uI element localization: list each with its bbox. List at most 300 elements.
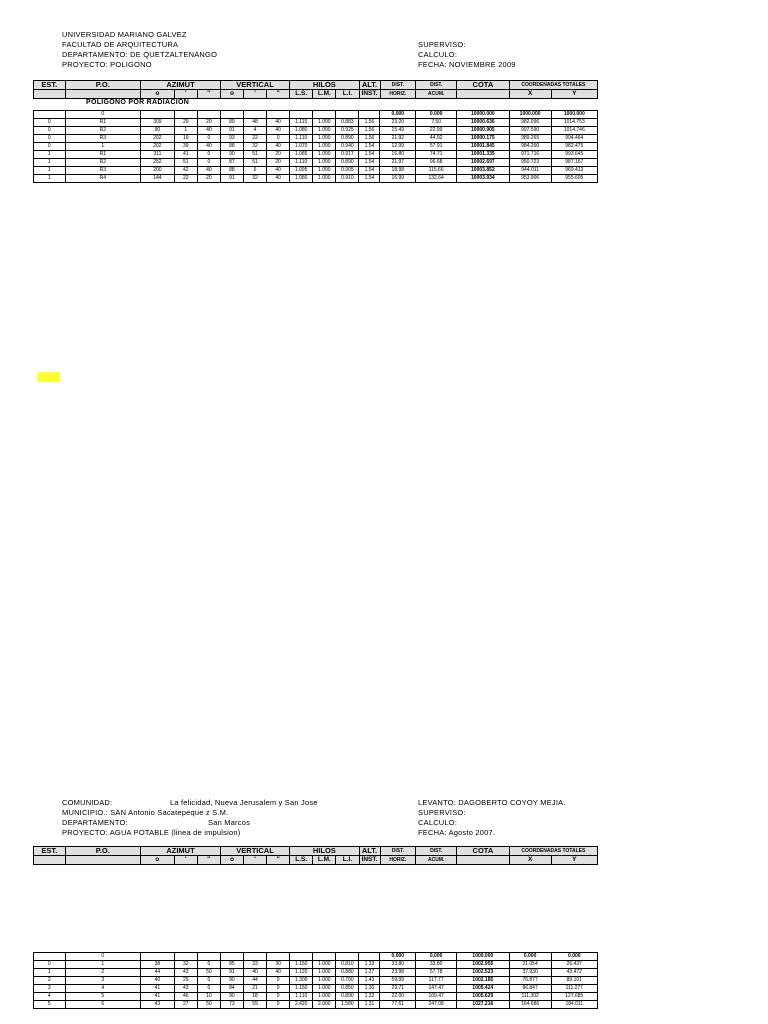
cell-dist-horiz: 12.99 xyxy=(380,143,416,151)
cell-v-sec: 0 xyxy=(267,1001,290,1009)
v-deg: o xyxy=(220,856,243,865)
date-line: FECHA: NOVIEMBRE 2009 xyxy=(418,60,516,69)
cell-y: 111.277 xyxy=(551,985,597,993)
dist-horiz: HORIZ. xyxy=(380,90,416,99)
cell-po: 2 xyxy=(65,969,141,977)
cell-est: 0 xyxy=(34,127,66,135)
cell-lm: 1.000 xyxy=(313,167,336,175)
cell-v-sec: 20 xyxy=(267,159,290,167)
hilo-ls: L.S. xyxy=(290,856,313,865)
cell-v-sec: 40 xyxy=(267,167,290,175)
az-min: ' xyxy=(174,90,197,99)
cell-az-deg: 44 xyxy=(141,969,175,977)
cell-az-min: 43 xyxy=(174,985,197,993)
cell-x: 111.302 xyxy=(509,993,551,1001)
table-row xyxy=(34,143,598,151)
cell-v-min: 32 xyxy=(243,175,266,183)
cell-v-deg: 90 xyxy=(220,151,243,159)
table-row xyxy=(34,159,598,167)
cell-az-min: 29 xyxy=(174,977,197,985)
cell-az-sec: 0 xyxy=(197,151,220,159)
cell-est: 5 xyxy=(34,1001,66,1009)
cell-az-min: 29 xyxy=(174,119,197,127)
cell-cota: 10000.636 xyxy=(457,119,510,127)
cell-az-min: 22 xyxy=(174,175,197,183)
cell-az-deg: 41 xyxy=(141,985,175,993)
cell-ls: 1.115 xyxy=(290,119,313,127)
col-alt: ALT. xyxy=(359,847,380,856)
col-dist-horiz: DIST. xyxy=(380,81,416,90)
cota-sub xyxy=(457,856,510,865)
cell-po: 1 xyxy=(65,961,141,969)
cell-y: 1014.746 xyxy=(551,127,597,135)
alt-inst: INST. xyxy=(359,856,380,865)
cell-y: 43.472 xyxy=(551,969,597,977)
cell-lm: 1.000 xyxy=(313,969,336,977)
cell-po: 0 xyxy=(65,111,141,119)
cell-dist-horiz: 77.61 xyxy=(380,1001,416,1009)
cell-x: 21.054 xyxy=(509,961,551,969)
cell-li: 0.890 xyxy=(336,159,359,167)
cell-est xyxy=(34,111,66,119)
table-row xyxy=(34,969,598,977)
cell-az-sec: 50 xyxy=(197,1001,220,1009)
cell-x: 953.906 xyxy=(509,175,551,183)
cell-az-deg: 40 xyxy=(141,977,175,985)
cell-y: 993.645 xyxy=(551,151,597,159)
cell-az-min: 43 xyxy=(174,969,197,977)
col-vertical: VERTICAL xyxy=(220,81,289,90)
coord-y: Y xyxy=(551,856,597,865)
cell-v-sec: 0 xyxy=(267,135,290,143)
col-po: P.O. xyxy=(65,847,141,856)
col-hilos: HILOS xyxy=(290,847,359,856)
cell-po: 5 xyxy=(65,993,141,1001)
cell-po: 1 xyxy=(65,143,141,151)
cell-li: 0.890 xyxy=(336,993,359,1001)
table-row xyxy=(34,977,598,985)
cell-az-min: 42 xyxy=(174,167,197,175)
cell-po: 0 xyxy=(65,953,141,961)
cell-cota: 10000.905 xyxy=(457,127,510,135)
cell-az-deg: 38 xyxy=(141,961,175,969)
table-row xyxy=(34,135,598,143)
project-label: PROYECTO: AGUA POTABLE (linea de impulsion) xyxy=(62,828,241,837)
cell-cota: 1005.629 xyxy=(457,993,510,1001)
calculation-line: CALCULO: xyxy=(418,50,458,59)
table-row xyxy=(34,111,598,119)
coord-x: X xyxy=(509,856,551,865)
cell-ls: 2.420 xyxy=(290,1001,313,1009)
cell-dist-horiz: 23.20 xyxy=(380,119,416,127)
community-value: La felicidad, Nueva Jerusalem y San Jose xyxy=(170,798,318,807)
cota-sub xyxy=(457,90,510,99)
cell-inst: 1.54 xyxy=(359,175,380,183)
cell-cota: 10000.000 xyxy=(457,111,510,119)
cell-est: 0 xyxy=(34,143,66,151)
cell-x: 164.686 xyxy=(509,1001,551,1009)
cell-dist-horiz: 59.99 xyxy=(380,977,416,985)
cell-y: 1014.753 xyxy=(551,119,597,127)
cell-dist-horiz: 0.000 xyxy=(380,953,416,961)
doc2-header-left xyxy=(62,798,318,838)
cell-az-min xyxy=(174,953,197,961)
cell-ls: 1.085 xyxy=(290,151,313,159)
cell-dist-acum: 7.50 xyxy=(416,119,457,127)
cell-inst xyxy=(359,111,380,119)
cell-v-min: 51 xyxy=(243,159,266,167)
coord-y: Y xyxy=(551,90,597,99)
cell-dist-horiz: 33.80 xyxy=(380,961,416,969)
v-sec: '' xyxy=(267,90,290,99)
v-sec: '' xyxy=(267,856,290,865)
cell-y: 89.101 xyxy=(551,977,597,985)
cell-ls: 1.070 xyxy=(290,143,313,151)
cell-v-sec: 40 xyxy=(267,119,290,127)
cell-az-deg: 90 xyxy=(141,127,175,135)
cell-v-sec: 40 xyxy=(267,175,290,183)
cell-v-min: 44 xyxy=(243,977,266,985)
cell-po: R2 xyxy=(65,159,141,167)
cell-dist-horiz: 0.000 xyxy=(380,111,416,119)
cell-cota: 10001.845 xyxy=(457,143,510,151)
cell-az-min xyxy=(174,111,197,119)
cell-po: R2 xyxy=(65,127,141,135)
cell-cota: 10003.934 xyxy=(457,175,510,183)
supervisor-line: SUPERVISO: xyxy=(418,40,466,49)
cell-ls: 1.110 xyxy=(290,159,313,167)
cell-lm: 1.000 xyxy=(313,135,336,143)
cell-cota: 1002.523 xyxy=(457,969,510,977)
cell-dist-horiz: 16.99 xyxy=(380,175,416,183)
doc1-header-left xyxy=(62,30,217,70)
cell-az-min: 32 xyxy=(174,961,197,969)
cell-v-deg: 73 xyxy=(220,1001,243,1009)
table-row xyxy=(34,1001,598,1009)
cell-v-sec: 30 xyxy=(267,961,290,969)
cell-az-sec xyxy=(197,953,220,961)
cell-inst: 1.54 xyxy=(359,143,380,151)
cell-est: 1 xyxy=(34,159,66,167)
cell-cota: 1002.185 xyxy=(457,977,510,985)
cell-inst: 1.56 xyxy=(359,127,380,135)
table-row xyxy=(34,167,598,175)
az-sec: '' xyxy=(197,90,220,99)
cell-az-deg: 311 xyxy=(141,151,175,159)
cell-li: 0.905 xyxy=(336,167,359,175)
cell-az-min: 46 xyxy=(174,993,197,1001)
cell-dist-horiz: 16.80 xyxy=(380,151,416,159)
cell-li: 0.890 xyxy=(336,135,359,143)
cell-inst: 1.30 xyxy=(359,985,380,993)
cell-az-sec: 40 xyxy=(197,143,220,151)
hilo-li: L.I. xyxy=(336,90,359,99)
cell-az-deg: 43 xyxy=(141,1001,175,1009)
cell-inst: 1.27 xyxy=(359,969,380,977)
cell-po: 6 xyxy=(65,1001,141,1009)
cell-v-sec xyxy=(267,111,290,119)
cell-lm xyxy=(313,111,336,119)
cell-v-min: 48 xyxy=(243,119,266,127)
cell-az-sec: 50 xyxy=(197,969,220,977)
cell-az-deg: 202 xyxy=(141,135,175,143)
university-name: UNIVERSIDAD MARIANO GALVEZ xyxy=(62,30,187,39)
cell-inst: 1.43 xyxy=(359,977,380,985)
cell-cota: 1002.955 xyxy=(457,961,510,969)
cell-li: 0.910 xyxy=(336,175,359,183)
department-value: San Marcos xyxy=(208,818,251,827)
cell-az-sec: 0 xyxy=(197,961,220,969)
cell-v-min: 22 xyxy=(243,135,266,143)
cell-dist-acum: 74.71 xyxy=(416,151,457,159)
cell-inst xyxy=(359,953,380,961)
cell-ls: 1.300 xyxy=(290,977,313,985)
department-name: DEPARTAMENTO: DE QUETZALTENANGO xyxy=(62,50,218,59)
surveyor-line: LEVANTO: DAGOBERTO COYOY MEJIA. xyxy=(418,798,566,807)
section-label: POLIGONO POR RADIACION xyxy=(86,99,190,106)
cell-li: 0.917 xyxy=(336,151,359,159)
department-label: DEPARTAMENTO: xyxy=(62,818,128,827)
cell-cota: 10000.175 xyxy=(457,135,510,143)
cell-az-deg: 41 xyxy=(141,993,175,1001)
cell-y: 1000.000 xyxy=(551,111,597,119)
cell-v-sec: 40 xyxy=(267,969,290,977)
municipality-label: MUNICIPIO.: SAN Antonio Sacatepeque z S.M. xyxy=(62,808,229,817)
cell-est: 3 xyxy=(34,985,66,993)
cell-dist-acum: 96.68 xyxy=(416,159,457,167)
cell-est: 1 xyxy=(34,969,66,977)
project-name: PROYECTO: POLIGONO xyxy=(62,60,152,69)
cell-dist-acum: 57.91 xyxy=(416,143,457,151)
cell-v-deg: 88 xyxy=(220,167,243,175)
table-row xyxy=(34,953,598,961)
doc1-header-right xyxy=(418,40,516,70)
cell-inst: 1.31 xyxy=(359,1001,380,1009)
cell-az-sec: 20 xyxy=(197,175,220,183)
cell-cota: 10003.852 xyxy=(457,167,510,175)
cell-lm: 1.000 xyxy=(313,961,336,969)
cell-dist-horiz: 22.00 xyxy=(380,993,416,1001)
cell-li: 1.580 xyxy=(336,1001,359,1009)
cell-az-deg xyxy=(141,111,175,119)
col-coordinates: COORDENADAS TOTALES xyxy=(509,847,597,856)
cell-inst: 1.54 xyxy=(359,159,380,167)
cell-lm: 1.000 xyxy=(313,175,336,183)
table-row xyxy=(34,985,598,993)
az-min: ' xyxy=(174,856,197,865)
cell-ls: 1.110 xyxy=(290,135,313,143)
cell-v-min: 18 xyxy=(243,993,266,1001)
cell-dist-acum: 117.77 xyxy=(416,977,457,985)
alt-inst: INST. xyxy=(359,90,380,99)
cell-y: 184.011 xyxy=(551,1001,597,1009)
col-hilos: HILOS xyxy=(290,81,359,90)
cell-li: 0.850 xyxy=(336,985,359,993)
cell-po: 3 xyxy=(65,977,141,985)
col-est: EST. xyxy=(34,847,66,856)
col-est-sub xyxy=(34,90,66,99)
cell-dist-horiz: 29.71 xyxy=(380,985,416,993)
supervisor-line-2: SUPERVISO: xyxy=(418,808,466,817)
cell-li: 0.883 xyxy=(336,119,359,127)
cell-az-sec: 10 xyxy=(197,993,220,1001)
cell-dist-horiz: 21.92 xyxy=(380,135,416,143)
table-row xyxy=(34,119,598,127)
cell-y: 955.605 xyxy=(551,175,597,183)
cell-lm: 1.000 xyxy=(313,127,336,135)
cell-x: 984.260 xyxy=(509,143,551,151)
cell-inst: 1.32 xyxy=(359,993,380,1001)
cell-az-min: 1 xyxy=(174,127,197,135)
cell-az-min: 27 xyxy=(174,1001,197,1009)
cell-lm xyxy=(313,953,336,961)
cell-inst: 1.54 xyxy=(359,167,380,175)
cell-v-sec xyxy=(267,953,290,961)
cell-li: 0.880 xyxy=(336,969,359,977)
cell-ls: 1.150 xyxy=(290,961,313,969)
cell-lm: 1.000 xyxy=(313,977,336,985)
cell-v-min: 6 xyxy=(243,167,266,175)
cell-dist-acum: 169.47 xyxy=(416,993,457,1001)
col-po-sub xyxy=(65,856,141,865)
cell-az-sec: 0 xyxy=(197,135,220,143)
cell-est: 0 xyxy=(34,961,66,969)
doc2-header-right xyxy=(418,798,566,838)
cell-v-deg xyxy=(220,953,243,961)
cell-y: 26.437 xyxy=(551,961,597,969)
cell-dist-acum: 22.99 xyxy=(416,127,457,135)
cell-v-min xyxy=(243,111,266,119)
survey-table-1-rows xyxy=(33,110,598,183)
calculation-line-2: CALCULO: xyxy=(418,818,458,827)
cell-az-sec xyxy=(197,111,220,119)
col-azimut: AZIMUT xyxy=(141,847,221,856)
col-alt: ALT. xyxy=(359,81,380,90)
cell-est xyxy=(34,953,66,961)
hilo-ls: L.S. xyxy=(290,90,313,99)
col-azimut: AZIMUT xyxy=(141,81,221,90)
cell-li: 0.940 xyxy=(336,143,359,151)
cell-dist-horiz: 18.98 xyxy=(380,167,416,175)
cell-dist-acum: 247.08 xyxy=(416,1001,457,1009)
cell-dist-horiz: 23.98 xyxy=(380,969,416,977)
cell-x: 950.723 xyxy=(509,159,551,167)
col-vertical: VERTICAL xyxy=(220,847,289,856)
cell-v-deg: 90 xyxy=(220,993,243,1001)
cell-po: R1 xyxy=(65,151,141,159)
cell-v-min: 40 xyxy=(243,969,266,977)
cell-az-sec: 40 xyxy=(197,167,220,175)
cell-inst: 1.56 xyxy=(359,135,380,143)
cell-v-sec: 0 xyxy=(267,977,290,985)
col-cota: COTA xyxy=(457,81,510,90)
cell-x: 971.716 xyxy=(509,151,551,159)
cell-x: 0.000 xyxy=(509,953,551,961)
cell-az-deg: 144 xyxy=(141,175,175,183)
cell-lm: 1.000 xyxy=(313,993,336,1001)
cell-lm: 1.000 xyxy=(313,143,336,151)
cell-v-min: 32 xyxy=(243,143,266,151)
cell-li: 0.810 xyxy=(336,961,359,969)
cell-v-min: 51 xyxy=(243,151,266,159)
cell-lm: 1.000 xyxy=(313,985,336,993)
table-row xyxy=(34,175,598,183)
cell-inst: 1.56 xyxy=(359,119,380,127)
cell-dist-acum: 115.66 xyxy=(416,167,457,175)
cell-az-sec: 0 xyxy=(197,977,220,985)
cell-ls: 1.080 xyxy=(290,175,313,183)
cell-v-deg: 91 xyxy=(220,175,243,183)
cell-ls xyxy=(290,111,313,119)
cell-dist-acum: 132.64 xyxy=(416,175,457,183)
cell-az-sec: 0 xyxy=(197,159,220,167)
col-po-sub xyxy=(65,90,141,99)
cell-est: 1 xyxy=(34,151,66,159)
cell-est: 4 xyxy=(34,993,66,1001)
cell-y: 969.413 xyxy=(551,167,597,175)
cell-v-sec: 20 xyxy=(267,151,290,159)
cell-dist-horiz: 15.49 xyxy=(380,127,416,135)
cell-dist-acum: 57.78 xyxy=(416,969,457,977)
cell-y: 127.685 xyxy=(551,993,597,1001)
cell-x: 96.847 xyxy=(509,985,551,993)
hilo-lm: L.M. xyxy=(313,90,336,99)
cell-est: 0 xyxy=(34,119,66,127)
cell-v-deg: 90 xyxy=(220,977,243,985)
cell-az-sec: 20 xyxy=(197,119,220,127)
cell-po: R4 xyxy=(65,175,141,183)
table-row xyxy=(34,151,598,159)
az-deg: o xyxy=(141,90,175,99)
cell-est: 2 xyxy=(34,977,66,985)
col-dist-acum: DIST. xyxy=(416,847,457,856)
cell-ls: 1.095 xyxy=(290,167,313,175)
cell-li: 0.925 xyxy=(336,127,359,135)
cell-v-min xyxy=(243,953,266,961)
cell-ls: 1.110 xyxy=(290,993,313,1001)
cell-v-min: 33 xyxy=(243,961,266,969)
cell-v-deg: 91 xyxy=(220,969,243,977)
cell-li xyxy=(336,111,359,119)
cell-v-deg: 91 xyxy=(220,127,243,135)
cell-az-min: 41 xyxy=(174,151,197,159)
cell-az-min: 39 xyxy=(174,143,197,151)
date-line-2: FECHA: Agosto 2007. xyxy=(418,828,496,837)
cell-inst: 1.54 xyxy=(359,151,380,159)
yellow-highlight xyxy=(37,372,60,382)
coord-x: X xyxy=(509,90,551,99)
cell-az-min: 19 xyxy=(174,135,197,143)
cell-v-sec: 40 xyxy=(267,127,290,135)
cell-x: 982.096 xyxy=(509,119,551,127)
cell-az-min: 51 xyxy=(174,159,197,167)
survey-table-2-header xyxy=(33,846,598,865)
cell-lm: 2.000 xyxy=(313,1001,336,1009)
col-est: EST. xyxy=(34,81,66,90)
cell-az-sec: 40 xyxy=(197,127,220,135)
cell-ls: 1.080 xyxy=(290,127,313,135)
cell-x: 944.011 xyxy=(509,167,551,175)
cell-v-deg: 84 xyxy=(220,985,243,993)
v-deg: o xyxy=(220,90,243,99)
community-label: COMUNIDAD: xyxy=(62,798,113,807)
cell-v-sec: 0 xyxy=(267,985,290,993)
cell-az-deg: 200 xyxy=(141,167,175,175)
v-min: ' xyxy=(244,856,267,865)
col-coordinates: COORDENADAS TOTALES xyxy=(509,81,597,90)
cell-v-deg: 93 xyxy=(220,135,243,143)
cell-az-deg xyxy=(141,953,175,961)
